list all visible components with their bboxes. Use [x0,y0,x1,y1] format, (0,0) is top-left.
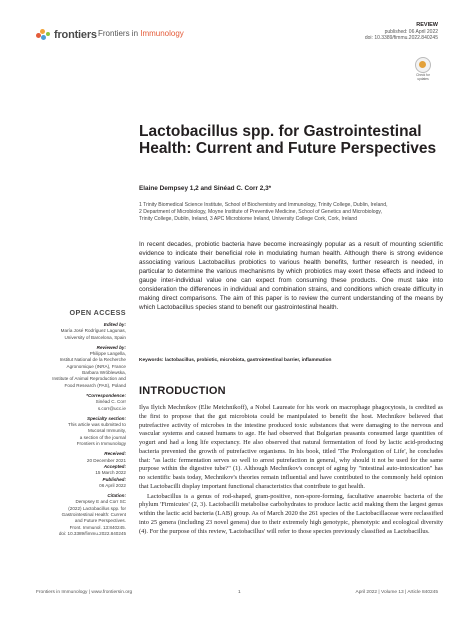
check-for-updates-button[interactable] [414,57,432,83]
updates-icon [415,57,431,73]
section-heading-introduction: INTRODUCTION [139,385,226,397]
keywords-list: lactobacillus, probiotic, microbiota, gastrointestinal barrier, inflammation [164,358,332,363]
doi[interactable]: doi: 10.3389/fimmu.2022.840245 [364,35,438,41]
open-access-badge: OPEN ACCESS [69,308,126,317]
body-text [139,404,443,537]
authors[interactable]: Elaine Dempsey 1,2 and Sinéad C. Corr 2,3* [139,185,272,192]
logo-text: frontiers [54,29,97,41]
correspondence-email[interactable]: s.corr@ucc.ie [97,405,126,411]
frontiers-logo-icon [36,29,51,41]
affiliation-line: Trinity College, Dublin, Ireland, 3 APC Microbiome Ireland, University College Cork, Cork, Ireland [139,216,358,223]
article-type: REVIEW [416,22,438,28]
frontiers-logo[interactable] [36,28,97,42]
body-paragraph: Ilya Ilyich Mechnikov (Elie Metchnikoff), a Nobel Laureate for his work on macrophage phagocytosis, is credited as the first to propose that the gut microbiota could be manipulated to benefit the host. Mechnikov believed that putrefactive activity of microbes in the intestine produced toxic substances that were damaging to the nervous and vascular systems and caused humans to age. He had observed that Bulgarian peasants consumed large quantities of yogurt and had a long life expectancy. He also observed that natural fermentation of food by lactic acid-producing bacteria prevented the growth of putrefactive organisms. In his book, titled 'The Prolongation of Life', he concludes that: "as lactic fermentation serves so well to arrest putrefaction in general, why should it not be used for the same purpose within the digestive tube?" (1). Although Mechnikov's concept of aging by "intestinal auto-intoxication" has no scientific basis today, Mechnikov's theories remain influential and have contributed to the commonly held opinion that Lactobacilli display important functional characteristics that contribute to gut health. [139,404,443,490]
abstract: In recent decades, probiotic bacteria have become increasingly popular as a result of mounting scientific evidence to indicate their beneficial role in modulating human health. Although there is strong evidence associating various Lactobacillus probiotics to various health benefits, further research is needed, in particular to determine the various mechanisms by which probiotics may exert these effects and indeed to gauge inter-individual value one can expect from consuming these products. One must take into consideration the differences in individual and combination strains, and conditions which create difficulty in making direct comparisons. The aim of this paper is to review the current understanding of the means by which Lactobacillus species stand to benefit our gastrointestinal health. [139,241,443,312]
affiliation-line: 2 Department of Microbiology, Moyne Institute of Preventive Medicine, School of Genetics and Microbiology, [139,209,383,216]
sidebar-meta: Edited by: María José Rodríguez Lagunas, University of Barcelona, Spain Reviewed by: Philippe Langella, Institut National de la Recherche Agronomique (INRA), France Barbara Wróblewska, Institute of Animal Reproduction and Food Research (PAS), Poland *Correspondence: Sinéad C. Corr s.corr@ucc.ie Specialty section: This article was submitted to Mucosal Immunity, a section of the journal Frontiers in Immunology Received: 20 December 2021 Accepted: 15 March 2022 Published: 06 April 2022 Citation: Dempsey E and Corr SC (2022) Lactobacillus spp. for Gastrointestinal Health: Current and Future Perspectives. Front. Immunol. 13:840245. doi: 10.3389/fimmu.2022.840245 [36,322,126,537]
article-title: Lactobacillus spp. for Gastrointestinal Health: Current and Future Perspectives [139,123,437,157]
article-meta [365,22,438,42]
footer-journal[interactable]: Frontiers in Immunology | www.frontiersin.org [36,590,133,595]
published-date: published: 06 April 2022 [384,28,438,35]
journal-name[interactable]: Frontiers in Immunology [98,29,184,38]
affiliation-line: 1 Trinity Biomedical Science Institute, School of Biochemistry and Immunology, Trinity College, Dublin, Ireland, [139,202,388,208]
keywords: Keywords: lactobacillus, probiotic, microbiota, gastrointestinal barrier, inflammation [139,358,332,363]
footer-article-info: April 2022 | Volume 13 | Article 840245 [355,590,438,595]
body-paragraph: Lactobacillus is a genus of rod-shaped, gram-positive, non-spore-forming, facultative anaerobic bacteria of the phylum 'Firmicutes' (2, 3). Lactobacilli metabolise carbohydrates to produce lactic acid making them the largest genus within the lactic acid bacteria (LAB) group. As of March 2020 the 261 species of the Lactobacillaceae were reclassified into 25 genera (including 23 novel genera) due to their extremely high genotypic, phenotypic and ecological diversity (4). For the purpose of this review, 'Lactobacillus' will refer to those species previously classified as Lactobacillus. [139,492,443,535]
updates-label: Check for updates [416,73,430,81]
page-number: 1 [238,590,241,595]
affiliations [139,202,439,224]
